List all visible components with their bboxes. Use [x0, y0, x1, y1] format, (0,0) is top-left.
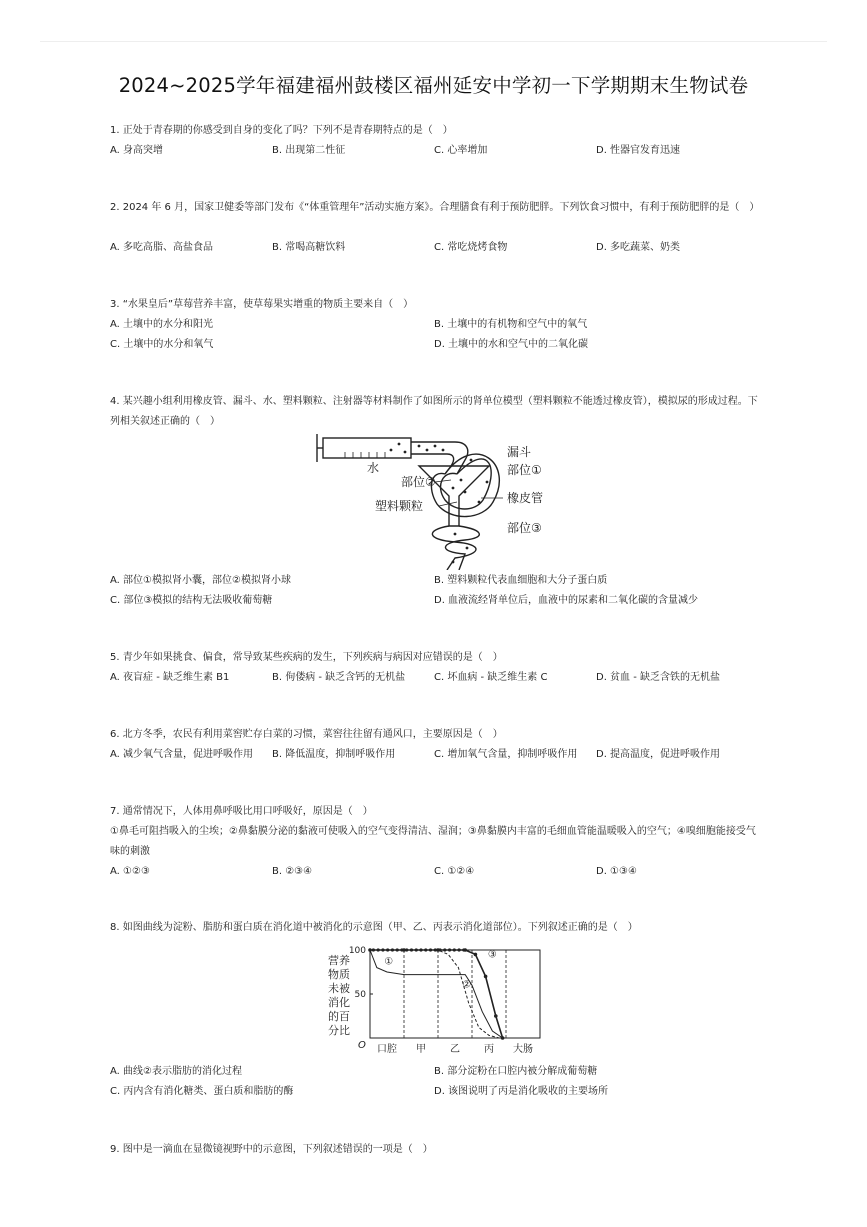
- series-point: [494, 1014, 498, 1018]
- question-2: [110, 198, 760, 218]
- series-point: [501, 1036, 505, 1040]
- series-point: [448, 948, 451, 951]
- series-point: [396, 948, 399, 951]
- option-c[interactable]: C. 部位③模拟的结构无法吸收葡萄糖: [110, 595, 273, 606]
- question-1: [110, 121, 760, 141]
- label-plastic-particles: 塑料颗粒: [375, 499, 424, 513]
- series-point: [415, 948, 418, 951]
- y-label-line: 未被: [328, 982, 350, 995]
- x-tick-label: 大肠: [513, 1044, 533, 1055]
- option-c[interactable]: C. 土壤中的水分和氧气: [110, 339, 214, 350]
- series-point: [443, 948, 446, 951]
- question-stem: 9. 图中是一滴血在显微镜视野中的示意图，下列叙述错误的一项是（ ）: [110, 1144, 433, 1155]
- question-stem: 8. 如图曲线为淀粉、脂肪和蛋白质在消化道中被消化的示意图（甲、乙、丙表示消化道部位）。下列叙述正确的是（ ）: [110, 922, 638, 933]
- option-d[interactable]: D. 提高温度，促进呼吸作用: [596, 749, 721, 760]
- x-tick-label: 甲: [416, 1044, 426, 1055]
- option-b[interactable]: B. 常喝高糖饮料: [272, 242, 346, 253]
- option-c[interactable]: C. 丙内含有消化糖类、蛋白质和脂肪的酶: [110, 1086, 294, 1097]
- option-a[interactable]: A. 身高突增: [110, 145, 164, 156]
- series-point: [484, 975, 488, 979]
- question-detail: ①鼻毛可阻挡吸入的尘埃；②鼻黏膜分泌的黏液可使吸入的空气变得清洁、湿润；③鼻黏膜内丰富的毛细血管能温暖吸入的空气；④嗅细胞能接受气味的刺激: [110, 826, 756, 857]
- kidney-model-figure: [315, 430, 565, 570]
- series-point: [372, 948, 375, 951]
- series-label: ②: [462, 979, 472, 991]
- series-label: ③: [487, 949, 497, 961]
- question-8: [110, 918, 760, 938]
- option-c[interactable]: C. ①②④: [434, 866, 475, 877]
- label-funnel: 漏斗: [507, 445, 532, 459]
- option-b[interactable]: B. 佝偻病 - 缺乏含钙的无机盐: [272, 672, 406, 683]
- series-point: [457, 948, 460, 951]
- option-d[interactable]: D. 土壤中的水和空气中的二氧化碳: [434, 339, 589, 350]
- series-point: [377, 948, 380, 951]
- question-stem: 5. 青少年如果挑食、偏食，常导致某些疾病的发生，下列疾病与病因对应错误的是（ ）: [110, 652, 503, 663]
- label-water: 水: [367, 461, 380, 475]
- option-d[interactable]: D. ①③④: [596, 866, 637, 877]
- series-point: [381, 948, 384, 951]
- series-point: [453, 948, 456, 951]
- series-point: [391, 948, 394, 951]
- question-stem: 6. 北方冬季，农民有利用菜窖贮存白菜的习惯，菜窖往往留有通风口，主要原因是（ ）: [110, 729, 503, 740]
- series-point: [410, 948, 413, 951]
- series-point: [368, 948, 372, 952]
- label-part-3: 部位③: [507, 521, 542, 535]
- y-label-line: 分比: [328, 1024, 350, 1037]
- option-d[interactable]: D. 贫血 - 缺乏含铁的无机盐: [596, 672, 721, 683]
- option-c[interactable]: C. 坏血病 - 缺乏维生素 C: [434, 672, 548, 683]
- option-a[interactable]: A. 曲线②表示脂肪的消化过程: [110, 1066, 242, 1077]
- option-d[interactable]: D. 多吃蔬菜、奶类: [596, 242, 681, 253]
- series-label: ①: [384, 956, 394, 968]
- option-a[interactable]: A. 多吃高脂、高盐食品: [110, 242, 214, 253]
- question-4: [110, 392, 760, 432]
- series-point: [386, 948, 389, 951]
- y-label-line: 营养: [328, 954, 350, 967]
- option-a[interactable]: A. 部位①模拟肾小囊，部位②模拟肾小球: [110, 575, 291, 586]
- label-part-2: 部位②: [401, 475, 436, 489]
- option-b[interactable]: B. 出现第二性征: [272, 145, 346, 156]
- y-tick-label: 50: [354, 990, 366, 1000]
- option-c[interactable]: C. 心率增加: [434, 145, 488, 156]
- series-point: [434, 948, 437, 951]
- digestion-chart: [322, 940, 552, 1062]
- question-5: [110, 648, 760, 668]
- question-stem: 7. 通常情况下，人体用鼻呼吸比用口呼吸好，原因是（ ）: [110, 806, 373, 817]
- option-c[interactable]: C. 增加氧气含量，抑制呼吸作用: [434, 749, 578, 760]
- question-stem: 2. 2024 年 6 月，国家卫健委等部门发布《“体重管理年”活动实施方案》。合理膳食有利于预防肥胖。下列饮食习惯中，有利于预防肥胖的是（ ）: [110, 202, 760, 213]
- series-point: [429, 948, 432, 951]
- question-stem: 4. 某兴趣小组利用橡皮管、漏斗、水、塑料颗粒、注射器等材料制作了如图所示的肾单位模型（塑料颗粒不能透过橡皮管），模拟尿的形成过程。下列相关叙述正确的（ ）: [110, 396, 758, 427]
- top-divider: [40, 41, 827, 42]
- option-a[interactable]: A. 土壤中的水分和阳光: [110, 319, 214, 330]
- option-d[interactable]: D. 性器官发育迅速: [596, 145, 681, 156]
- series-point: [462, 948, 465, 951]
- origin-label: O: [358, 1040, 366, 1051]
- series-point: [474, 953, 478, 957]
- option-d[interactable]: D. 该图说明了丙是消化吸收的主要场所: [434, 1086, 609, 1097]
- series-point: [438, 948, 441, 951]
- rubber-tube-coil: [432, 526, 476, 570]
- question-7: [110, 802, 760, 862]
- option-a[interactable]: A. ①②③: [110, 866, 150, 877]
- question-6: [110, 725, 760, 745]
- option-b[interactable]: B. 降低温度，抑制呼吸作用: [272, 749, 396, 760]
- question-3: [110, 295, 760, 315]
- series-point: [400, 948, 403, 951]
- series-point: [405, 948, 408, 951]
- syringe-barrel: [323, 438, 411, 458]
- question-stem: 3. “水果皇后”草莓营养丰富，使草莓果实增重的物质主要来自（ ）: [110, 299, 414, 310]
- x-tick-label: 丙: [484, 1044, 494, 1055]
- x-tick-label: 乙: [450, 1044, 460, 1055]
- option-a[interactable]: A. 夜盲症 - 缺乏维生素 B1: [110, 672, 230, 683]
- y-tick-label: 100: [348, 946, 366, 956]
- option-b[interactable]: B. 塑料颗粒代表血细胞和大分子蛋白质: [434, 575, 608, 586]
- option-c[interactable]: C. 常吃烧烤食物: [434, 242, 508, 253]
- y-label-line: 的百: [328, 1010, 350, 1023]
- x-tick-label: 口腔: [377, 1044, 397, 1055]
- question-stem: 1. 正处于青春期的你感受到自身的变化了吗？下列不是青春期特点的是（ ）: [110, 125, 453, 136]
- y-label-line: 物质: [328, 968, 350, 981]
- series-point: [424, 948, 427, 951]
- option-b[interactable]: B. 部分淀粉在口腔内被分解成葡萄糖: [434, 1066, 598, 1077]
- option-b[interactable]: B. ②③④: [272, 866, 313, 877]
- question-9: [110, 1140, 760, 1160]
- series-point: [419, 948, 422, 951]
- label-rubber-tube: 橡皮管: [507, 491, 544, 505]
- y-axis-label: [328, 953, 350, 1037]
- y-label-line: 消化: [328, 996, 350, 1009]
- label-part-1: 部位①: [507, 463, 542, 477]
- page-title: 2024~2025学年福建福州鼓楼区福州延安中学初一下学期期末生物试卷: [118, 74, 749, 97]
- option-a[interactable]: A. 减少氧气含量，促进呼吸作用: [110, 749, 254, 760]
- option-d[interactable]: D. 血液流经肾单位后，血液中的尿素和二氧化碳的含量减少: [434, 595, 699, 606]
- option-b[interactable]: B. 土壤中的有机物和空气中的氧气: [434, 319, 588, 330]
